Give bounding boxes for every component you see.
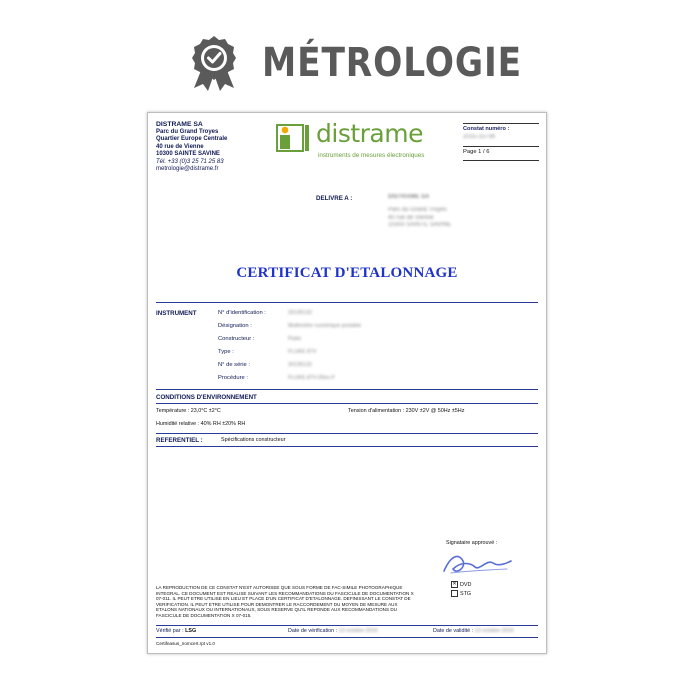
recipient-name: DISTRAME SA: [388, 194, 430, 200]
option-label: DVD: [460, 581, 472, 588]
logo-tagline: instruments de mesures électroniques: [318, 152, 425, 159]
instrument-field-label: Désignation :: [218, 323, 252, 329]
constat-block: [463, 121, 539, 163]
instrument-field-value: Fluke: [288, 336, 302, 342]
sender-phone: Tél. +33 (0)3 25 71 25 83: [156, 158, 224, 165]
delivered-to-block: [388, 194, 528, 230]
legal-notice: LA REPRODUCTION DE CE CONSTAT N'EST AUTORISEE QUE SOUS FORME DE FAC-SIMILE PHOTOGRAPHIQUE INTEGRAL. CE DOCUMENT EST REALISE SUIVANT LES RECOMMANDATIONS DU FASCICULE DE DOCUMENTATION X 07-011. IL PEUT ETRE UTILISE EN LIEU ET PLACE D'UN CERTIFICAT D'ETALONNAGE. DEFINISSANT LE CONSTAT DE VERIFICATION. IL PEUT ETRE UTILISE POUR DEMONTRER LE RACCORDEMENT DU MOYEN DE MESURE AUX ETALONS NATIONAUX OU INTERNATIONAUX, SOUS RESERVE QU'IL REPONDE AUX RECOMMANDATIONS DU FASCICULE DE DOCUMENTATION X 07-015.: [156, 585, 414, 618]
instrument-field-label: Constructeur :: [218, 336, 255, 342]
verification-date: [288, 628, 378, 634]
recipient-address-line: Parc du Grand Troyes: [388, 207, 447, 214]
section-divider: [156, 637, 538, 638]
instrument-field-label: Procédure :: [218, 375, 248, 381]
section-divider: [156, 302, 538, 303]
validity-date-label: Date de validité :: [433, 628, 474, 634]
option-stg: [451, 590, 471, 597]
sender-address-line: 40 rue de Vienne: [156, 143, 204, 150]
recipient-address-line: 10300 SAINTE SAVINE: [388, 222, 452, 229]
instrument-field-value: FLUKE-87V-05ex-F: [288, 375, 336, 381]
verified-by-value: LSG: [185, 628, 197, 634]
verification-date-label: Date de vérification :: [288, 628, 338, 634]
option-dvd: [451, 581, 471, 588]
instrument-field-label: N° d'identification :: [218, 310, 266, 316]
signature-label: Signataire approuvé :: [446, 540, 498, 546]
certificate-document: [147, 112, 547, 654]
instrument-field-value: 20135132: [288, 310, 312, 316]
option-label: STG: [460, 590, 472, 597]
template-filename: Certifeasus_nomcert.rpt v1.0: [156, 641, 215, 646]
temperature-value: Température : 23,0°C ±2°C: [156, 408, 221, 414]
distrame-logo: [276, 119, 426, 165]
section-divider: [156, 403, 538, 404]
divider: [463, 123, 539, 124]
verification-date-value: 13 octobre 2015: [338, 628, 378, 634]
checked-checkbox: ✕: [452, 581, 457, 587]
section-divider: [156, 625, 538, 626]
sender-address-line: Quartier Europe Centrale: [156, 136, 228, 143]
logo-wordmark: distrame: [316, 119, 423, 148]
page-title: MÉTROLOGIE: [262, 40, 523, 86]
instrument-field-value: 20135132: [288, 362, 312, 368]
sender-address-line: Parc du Grand Troyes: [156, 129, 219, 135]
verified-by-label: Vérifié par :: [156, 628, 184, 634]
validity-date: [433, 628, 514, 634]
page-counter: Page 1 / 6: [463, 149, 490, 156]
signature-mark: [441, 547, 513, 581]
page-banner: [0, 28, 700, 98]
section-divider: [156, 446, 538, 447]
supply-voltage-value: Tension d'alimentation : 230V ±2V @ 50Hz ±5Hz: [348, 408, 465, 414]
recipient-address-line: 40 rue de Vienne: [388, 214, 434, 221]
verified-by: [156, 628, 196, 634]
instrument-field-label: N° de série :: [218, 362, 250, 368]
delivered-to-label: DELIVRE A :: [316, 195, 353, 202]
sender-block: [156, 121, 266, 173]
instrument-field-label: Type :: [218, 349, 234, 355]
unchecked-checkbox: [451, 590, 458, 597]
award-badge-icon: [190, 34, 238, 92]
humidity-value: Humidité relative : 40% RH ±20% RH: [156, 421, 246, 427]
referentiel-label: REFERENTIEL :: [156, 437, 203, 444]
divider: [463, 146, 539, 147]
divider: [463, 160, 539, 161]
validity-date-value: 13 octobre 2016: [474, 628, 514, 634]
section-divider: [156, 389, 538, 390]
instrument-field-value: FLUKE 87V: [288, 349, 317, 355]
distrame-logo-mark: [276, 123, 310, 153]
constat-label: Constat numéro :: [463, 126, 510, 132]
sender-company: DISTRAME SA: [156, 121, 203, 128]
referentiel-value: Spécifications constructeur: [221, 437, 286, 443]
sender-address-line: 10300 SAINTE SAVINE: [156, 151, 220, 158]
certificate-title: CERTIFICAT D'ETALONNAGE: [236, 265, 458, 281]
instrument-section-label: INSTRUMENT: [156, 310, 197, 317]
conditions-section-label: CONDITIONS D'ENVIRONNEMENT: [156, 394, 257, 401]
instrument-field-value: Multimètre numérique portable: [288, 323, 362, 329]
sender-email: metrologie@distrame.fr: [156, 166, 219, 173]
section-divider: [156, 433, 538, 434]
constat-number: 2015-15736: [463, 134, 496, 140]
